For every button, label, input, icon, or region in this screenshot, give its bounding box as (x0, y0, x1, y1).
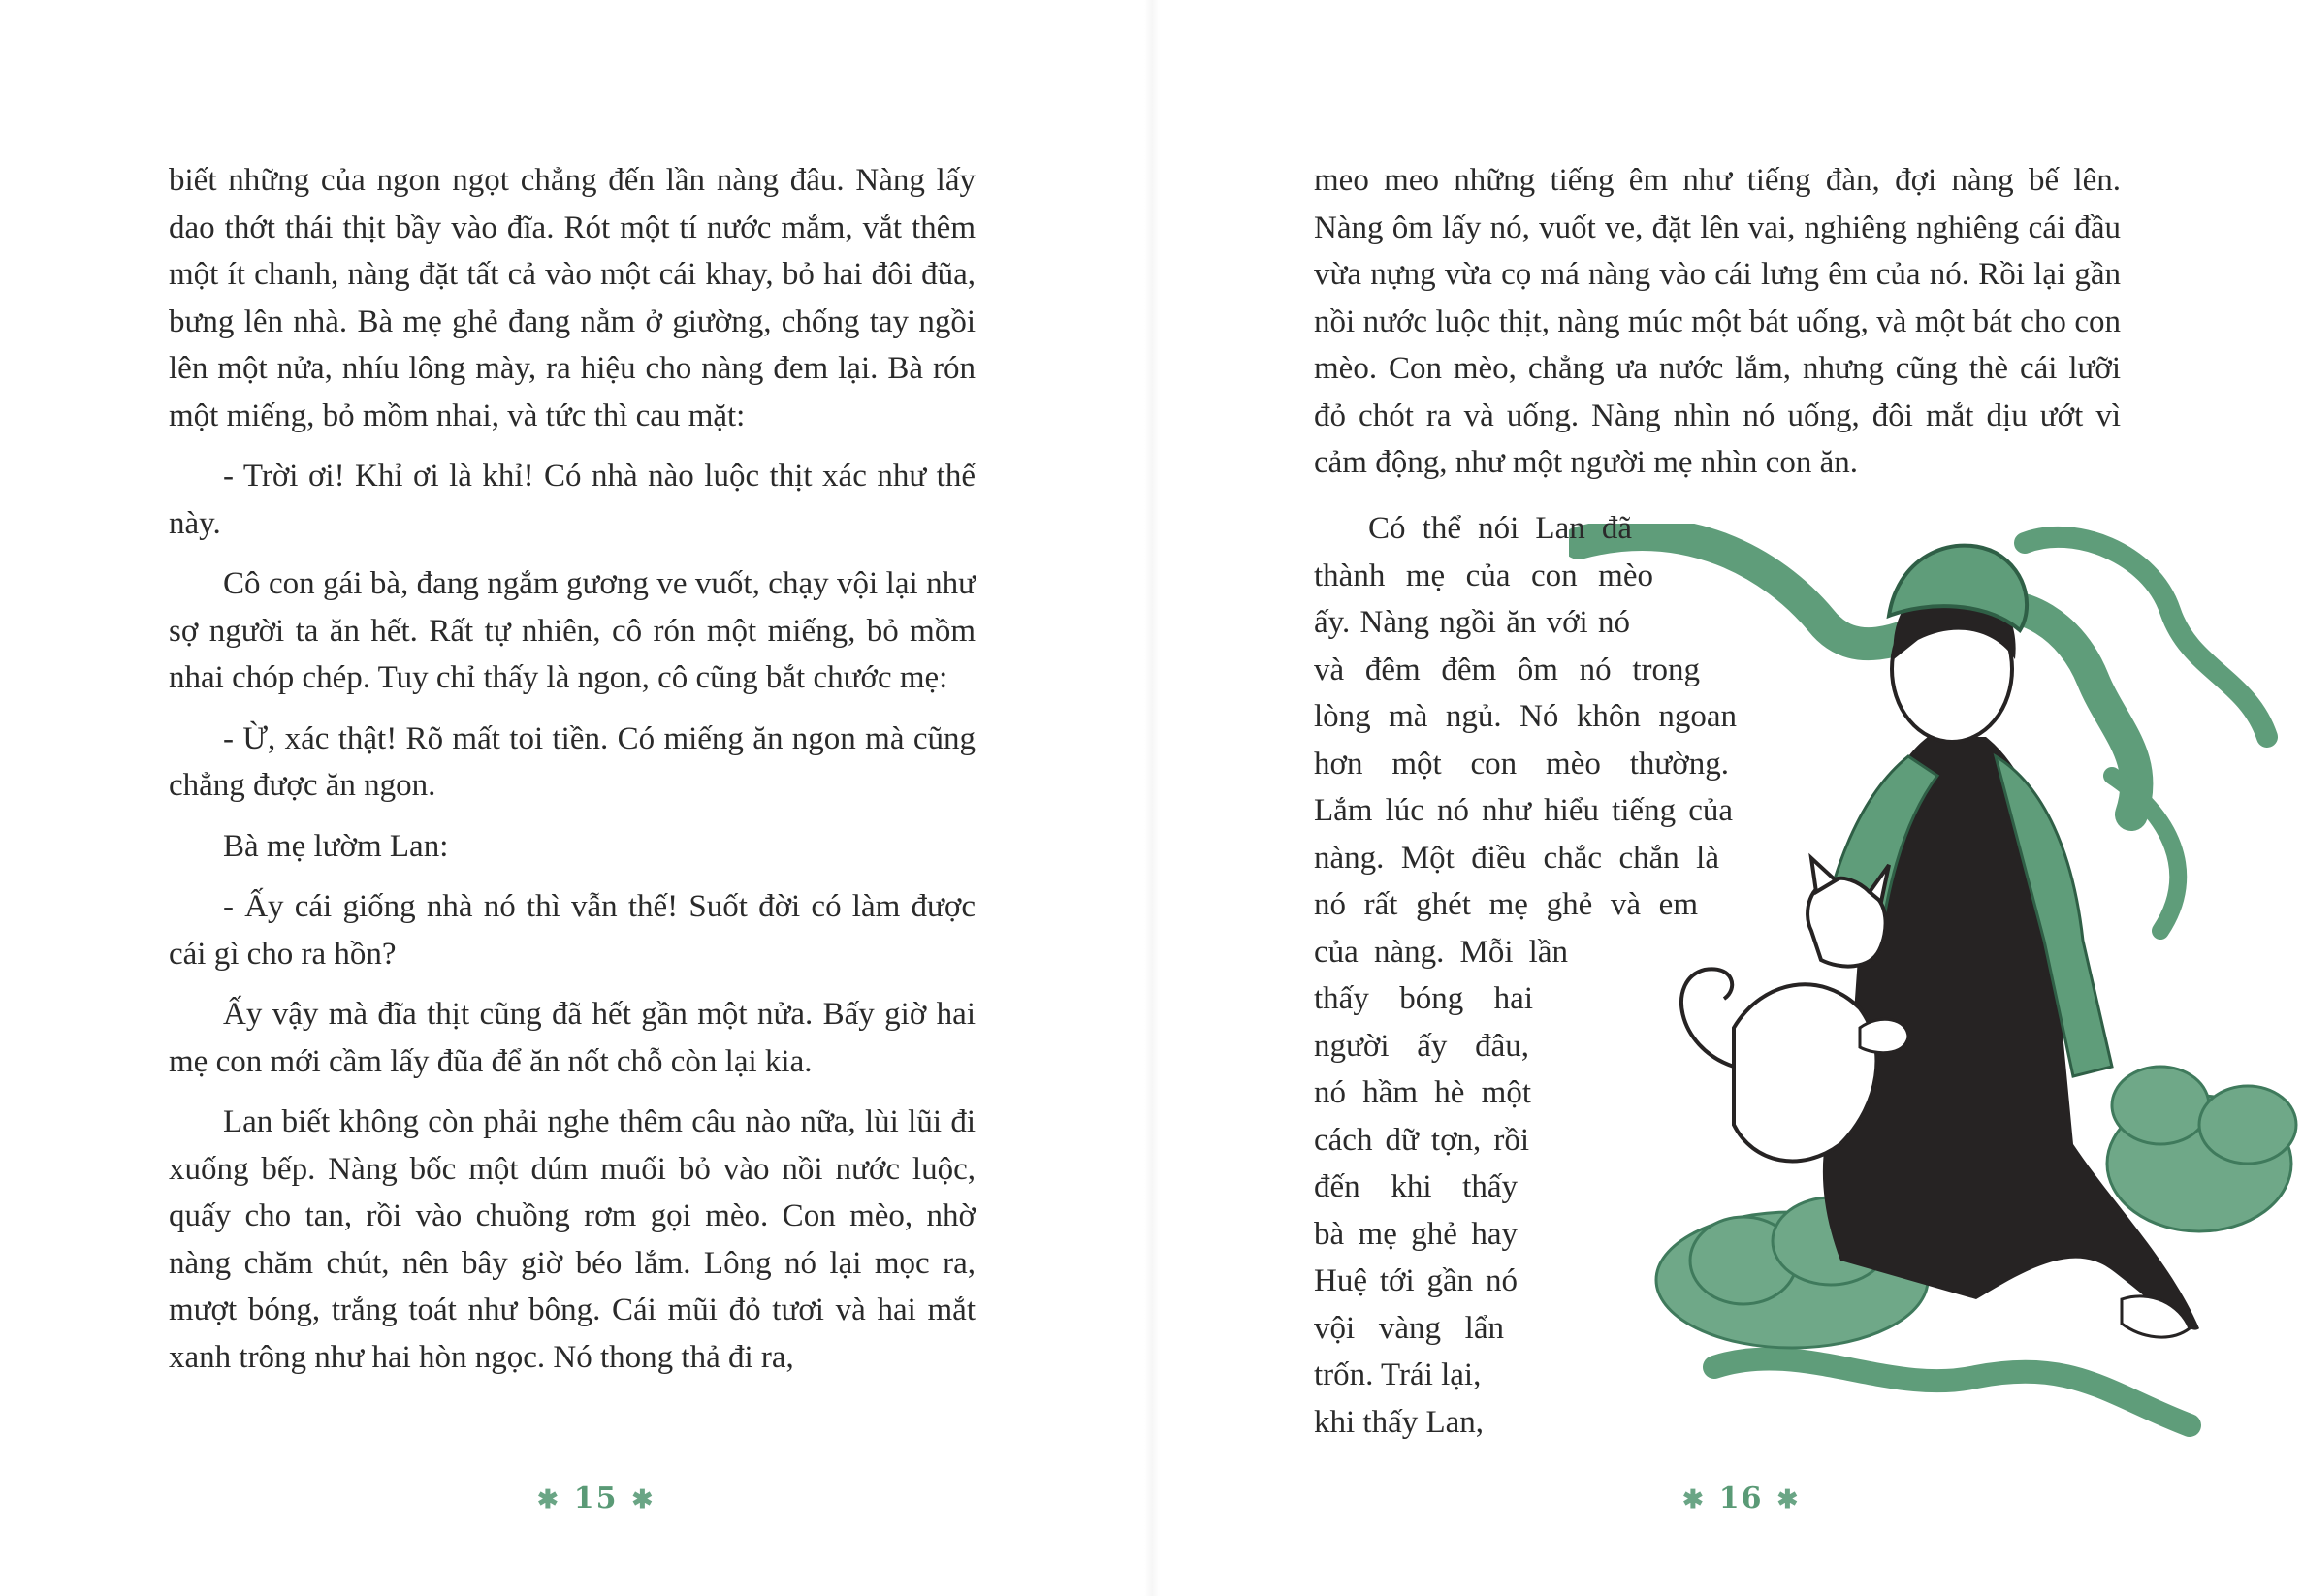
text-line: Huệ tới gần nó (1314, 1263, 1518, 1298)
text-line: vội vàng lẩn (1314, 1310, 1504, 1346)
text-line: bà mẹ ghẻ hay (1314, 1216, 1518, 1252)
paragraph: biết những của ngon ngọt chẳng đến lần nàng đâu. Nàng lấy dao thớt thái thịt bầy vào đĩa. Rót một tí nước mắm, vắt thêm một ít chanh, nàng đặt tất cả vào một cái khay, bỏ hai đôi đũa, bưng lên nhà. Bà mẹ ghẻ đang nằm ở giường, chống tay ngồi lên một nửa, nhíu lông mày, ra hiệu cho nàng đem lại. Bà rón một miếng, bỏ mồm nhai, và tức thì cau mặt: (169, 163, 976, 433)
page-number (524, 1482, 668, 1516)
text-line: và đêm đêm ôm nó trong (1314, 652, 1700, 687)
text-line: đến khi thấy (1314, 1169, 1518, 1204)
text-line: nó rất ghét mẹ ghẻ và em (1314, 887, 1698, 922)
text-line: người ấy đâu, (1314, 1028, 1529, 1064)
text-line: cách dữ tợn, rồi (1314, 1122, 1529, 1158)
text-line: hơn một con mèo thường. (1314, 746, 1729, 782)
left-page-body (169, 157, 976, 1394)
star-ornament-icon: ✱ (1682, 1485, 1706, 1515)
green-ribbon (1714, 1358, 2190, 1425)
text-line: khi thấy Lan, (1314, 1404, 1485, 1440)
paragraph: Ấy vậy mà đĩa thịt cũng đã hết gần một nửa. Bấy giờ hai mẹ con mới cầm lấy đũa để ăn nốt chỗ còn lại kia. (169, 997, 976, 1079)
text-line: nó hầm hè một (1314, 1075, 1531, 1110)
text-line: lòng mà ngủ. Nó khôn ngoan (1314, 699, 1737, 734)
left-page (0, 0, 1151, 1596)
text-line: trốn. Trái lại, (1314, 1357, 1482, 1392)
paragraph: Bà mẹ lườm Lan: (223, 828, 449, 864)
paragraph: - Ừ, xác thật! Rõ mất toi tiền. Có miếng ăn ngon mà cũng chẳng được ăn ngon. (169, 720, 976, 803)
text-line: nàng. Một điều chắc chắn là (1314, 840, 1719, 876)
page-number (1669, 1482, 1813, 1516)
cloud-right (2107, 1067, 2296, 1231)
text-line: Có thể nói Lan đã (1368, 511, 1632, 546)
text-line: thành mẹ của con mèo (1314, 558, 1653, 593)
star-ornament-icon: ✱ (537, 1485, 560, 1515)
paragraph: - Ấy cái giống nhà nó thì vẫn thế! Suốt đời có làm được cái gì cho ra hồn? (169, 889, 976, 972)
page-number-value: 16 (1718, 1482, 1764, 1516)
text-line: của nàng. Mỗi lần (1314, 934, 1568, 970)
right-page-body (1314, 157, 2121, 500)
paragraph: Cô con gái bà, đang ngắm gương ve vuốt, chạy vội lại như sợ người ta ăn hết. Rất tự nhiên, cô rón một miếng, bỏ mồm nhai chóp chép. Tuy chỉ thấy là ngon, cô cũng bắt chước mẹ: (169, 566, 976, 695)
right-page (1152, 0, 2303, 1596)
star-ornament-icon: ✱ (1776, 1485, 1801, 1515)
paragraph: Lan biết không còn phải nghe thêm câu nào nữa, lùi lũi đi xuống bếp. Nàng bốc một dúm muối bỏ vào nồi nước luộc, quấy cho tan, rồi vào chuồng rơm gọi mèo. Con mèo, nhờ nàng chăm chút, nên bây giờ béo lắm. Lông nó lại mọc ra, mượt bóng, trắng toát như bông. Cái mũi đỏ tươi và hai mắt xanh trông như hai hòn ngọc. Nó thong thả đi ra, (169, 1104, 976, 1375)
wrapped-paragraph (1314, 505, 1737, 1446)
text-line: thấy bóng hai (1314, 981, 1533, 1016)
woman-hand (1860, 1019, 1908, 1052)
text-line: Lắm lúc nó như hiểu tiếng của (1314, 793, 1733, 828)
paragraph: - Trời ơi! Khỉ ơi là khỉ! Có nhà nào luộc thịt xác như thế này. (169, 459, 976, 541)
page-number-value: 15 (573, 1482, 619, 1516)
paragraph: meo meo những tiếng êm như tiếng đàn, đợi nàng bế lên. Nàng ôm lấy nó, vuốt ve, đặt lên vai, nghiêng nghiêng cái đầu vừa nựng vừa cọ má nàng vào cái lưng êm của nó. Rồi lại gần nồi nước luộc thịt, nàng múc một bát uống, và một bát cho con mèo. Con mèo, chẳng ưa nước lắm, nhưng cũng thè cái lưỡi đỏ chót ra và uống. Nàng nhìn nó uống, đôi mắt dịu ướt vì cảm động, như một người mẹ nhìn con ăn. (1314, 163, 2121, 480)
text-line: ấy. Nàng ngồi ăn với nó (1314, 605, 1630, 640)
star-ornament-icon: ✱ (631, 1485, 656, 1515)
